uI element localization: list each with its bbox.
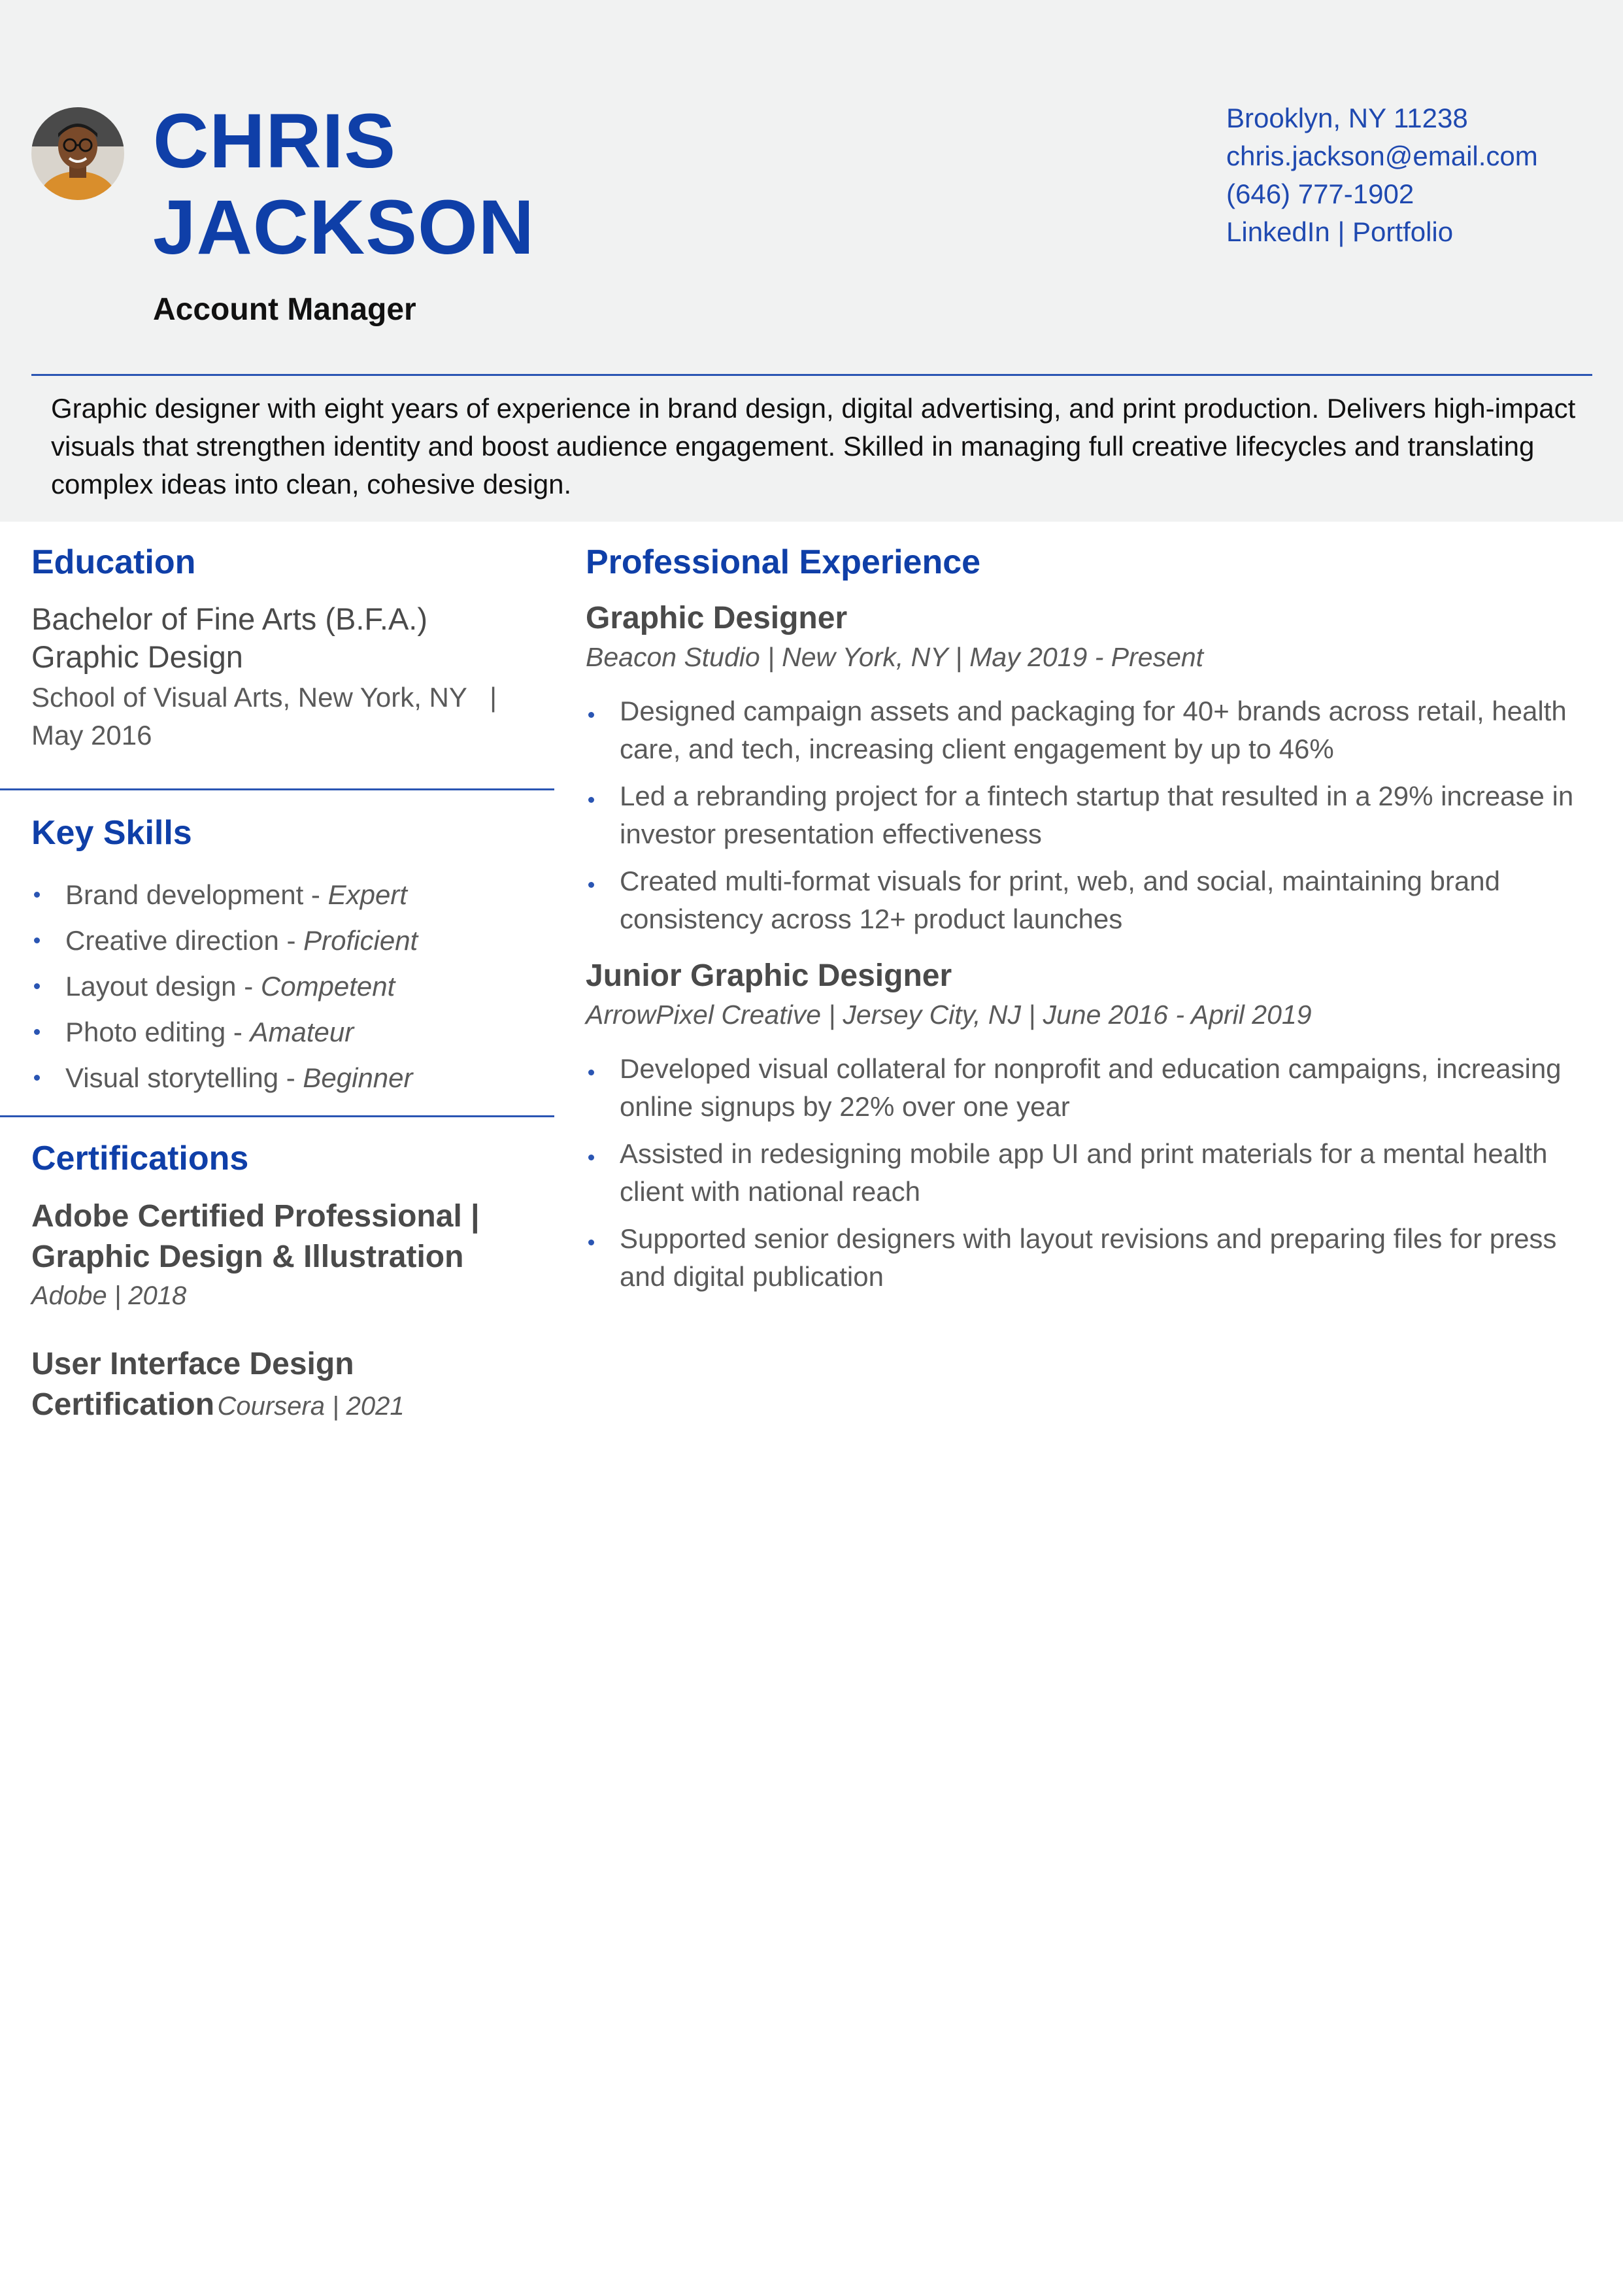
skill-name: Layout design -	[65, 971, 261, 1002]
contact-location: Brooklyn, NY 11238	[1226, 103, 1468, 133]
skill-name: Photo editing -	[65, 1017, 250, 1047]
skill-name: Creative direction -	[65, 925, 304, 956]
skill-level: Proficient	[303, 925, 418, 956]
list-item	[31, 918, 554, 964]
list-item	[31, 1009, 554, 1055]
job-title: Graphic Designer	[586, 601, 848, 635]
contact-block	[1226, 99, 1592, 251]
skill-level: Expert	[327, 879, 407, 910]
list-item: Designed campaign assets and packaging for 40+ brands across retail, health care, and tech, increasing client engagement by up to 46%	[586, 692, 1592, 768]
certification-item	[31, 1196, 528, 1314]
education-heading: Education	[31, 543, 196, 581]
skill-name: Brand development -	[65, 879, 328, 910]
certification-meta: Coursera | 2021	[217, 1392, 405, 1421]
job-meta: Beacon Studio | New York, NY | May 2019 - Present	[586, 642, 1204, 672]
skills-list	[31, 872, 554, 1101]
skills-heading: Key Skills	[31, 814, 192, 852]
certification-name: Adobe Certified Professional | Graphic Design & Illustration	[31, 1199, 480, 1274]
certifications-heading: Certifications	[31, 1140, 249, 1177]
person-avatar-icon	[31, 107, 124, 200]
list-item	[31, 964, 554, 1009]
list-item: Led a rebranding project for a fintech startup that resulted in a 29% increase in investor presentation effectiveness	[586, 777, 1592, 853]
section-divider	[0, 1115, 554, 1117]
candidate-name	[153, 98, 741, 271]
first-name: CHRIS	[153, 98, 397, 184]
section-divider	[0, 788, 554, 790]
experience-heading: Professional Experience	[586, 543, 981, 581]
skill-level: Amateur	[250, 1017, 354, 1047]
skill-level: Beginner	[303, 1062, 413, 1093]
contact-email[interactable]: chris.jackson@email.com	[1226, 141, 1538, 171]
certification-item	[31, 1344, 450, 1425]
list-item: Assisted in redesigning mobile app UI and print materials for a mental health client with national reach	[586, 1135, 1592, 1211]
list-item	[31, 1055, 554, 1101]
summary-text: Graphic designer with eight years of experience in brand design, digital advertising, and print production. Delivers high-impact visuals that strengthen identity and boost audience engagement. Skilled in managing full creative lifecycles and translating complex ideas into clean, cohesive design.	[51, 393, 1576, 499]
job-role: Account Manager	[153, 292, 416, 327]
contact-links[interactable]: LinkedIn | Portfolio	[1226, 216, 1454, 247]
education-degree: Bachelor of Fine Arts (B.F.A.) Graphic Design	[31, 601, 427, 674]
list-item: Developed visual collateral for nonprofit and education campaigns, increasing online signups by 22% over one year	[586, 1050, 1592, 1126]
certification-name: User Interface Design Certification	[31, 1347, 354, 1422]
right-column	[586, 543, 1592, 1305]
job-bullets	[586, 692, 1592, 938]
list-item	[31, 872, 554, 918]
skill-name: Visual storytelling -	[65, 1062, 303, 1093]
left-column	[31, 543, 554, 1422]
certification-meta: Adobe | 2018	[31, 1281, 187, 1310]
job-entry	[586, 600, 1592, 938]
skill-level: Competent	[260, 971, 395, 1002]
list-item: Supported senior designers with layout revisions and preparing files for press and digital publication	[586, 1220, 1592, 1296]
last-name: JACKSON	[153, 184, 535, 271]
avatar	[31, 107, 124, 200]
job-meta: ArrowPixel Creative | Jersey City, NJ | June 2016 - April 2019	[586, 1000, 1312, 1030]
contact-phone[interactable]: (646) 777-1902	[1226, 178, 1414, 209]
education-school: School of Visual Arts, New York, NY | May 2016	[31, 682, 520, 751]
job-title: Junior Graphic Designer	[586, 958, 952, 993]
job-entry	[586, 958, 1592, 1296]
job-bullets	[586, 1050, 1592, 1296]
header-divider	[31, 374, 1592, 376]
list-item: Created multi-format visuals for print, web, and social, maintaining brand consistency across 12+ product launches	[586, 862, 1592, 938]
